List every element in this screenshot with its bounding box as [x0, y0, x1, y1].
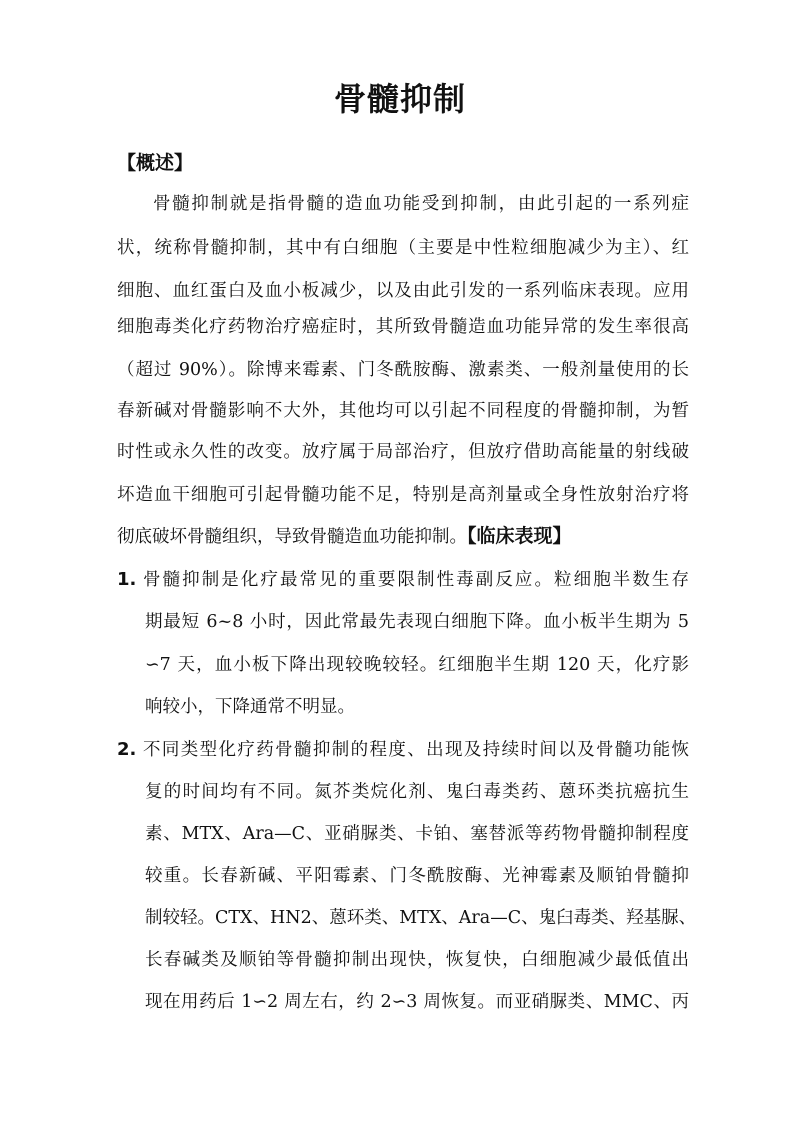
list-item-line: 制较轻。CTX、HN2、蒽环类、MTX、Ara—C、鬼臼毒类、羟基脲、 — [145, 908, 697, 928]
list-item-number: 1. — [117, 569, 137, 590]
clinical-heading: 【临床表现】 — [467, 525, 572, 547]
overview-line-text: 彻底破坏骨髓组织，导致骨髓造血功能抑制。 — [117, 527, 467, 547]
overview-heading: 【概述】 — [117, 152, 194, 174]
list-item-line: 不同类型化疗药骨髓抑制的程度、出现及持续时间以及骨髓功能恢 — [143, 740, 689, 760]
overview-line: 时性或永久性的改变。放疗属于局部治疗，但放疗借助高能量的射线破 — [117, 442, 689, 462]
overview-line: （超过 90%）。除博来霉素、门冬酰胺酶、激素类、一般剂量使用的长 — [117, 360, 689, 380]
overview-line: 细胞、血红蛋白及血小板减少，以及由此引发的一系列临床表现。应用 — [117, 281, 689, 301]
overview-line: 坏造血干细胞可引起骨髓功能不足，特别是高剂量或全身性放射治疗将 — [117, 485, 689, 505]
list-item-line: 复的时间均有不同。氮芥类烷化剂、鬼臼毒类药、蒽环类抗癌抗生 — [145, 782, 689, 802]
list-item-line: 素、MTX、Ara—C、亚硝脲类、卡铂、塞替派等药物骨髓抑制程度 — [145, 824, 689, 844]
document-title: 骨髓抑制 — [333, 80, 466, 118]
list-item-line: 较重。长春新碱、平阳霉素、门冬酰胺酶、光神霉素及顺铂骨髓抑 — [145, 866, 689, 886]
list-item-line: ∽7 天，血小板下降出现较晚较轻。红细胞半生期 120 天，化疗影 — [145, 655, 689, 675]
list-item-line: 长春碱类及顺铂等骨髓抑制出现快，恢复快，白细胞减少最低值出 — [145, 950, 689, 970]
overview-line: 春新碱对骨髓影响不大外，其他均可以引起不同程度的骨髓抑制，为暂 — [117, 401, 689, 421]
list-item-line: 期最短 6~8 小时，因此常最先表现白细胞下降。血小板半生期为 5 — [145, 612, 689, 632]
list-item-number: 2. — [117, 739, 137, 760]
overview-line-last — [117, 521, 689, 552]
overview-line: 细胞毒类化疗药物治疗癌症时，其所致骨髓造血功能异常的发生率很高 — [117, 317, 689, 337]
list-item-line: 现在用药后 1∽2 周左右，约 2∽3 周恢复。而亚硝脲类、MMC、丙 — [145, 992, 689, 1012]
list-item-line: 骨髓抑制是化疗最常见的重要限制性毒副反应。粒细胞半数生存 — [143, 570, 689, 590]
list-item-line: 响较小，下降通常不明显。 — [145, 697, 355, 717]
overview-line: 骨髓抑制就是指骨髓的造血功能受到抑制，由此引起的一系列症 — [153, 194, 689, 214]
overview-line: 状，统称骨髓抑制，其中有白细胞（主要是中性粒细胞减少为主）、红 — [117, 238, 689, 258]
